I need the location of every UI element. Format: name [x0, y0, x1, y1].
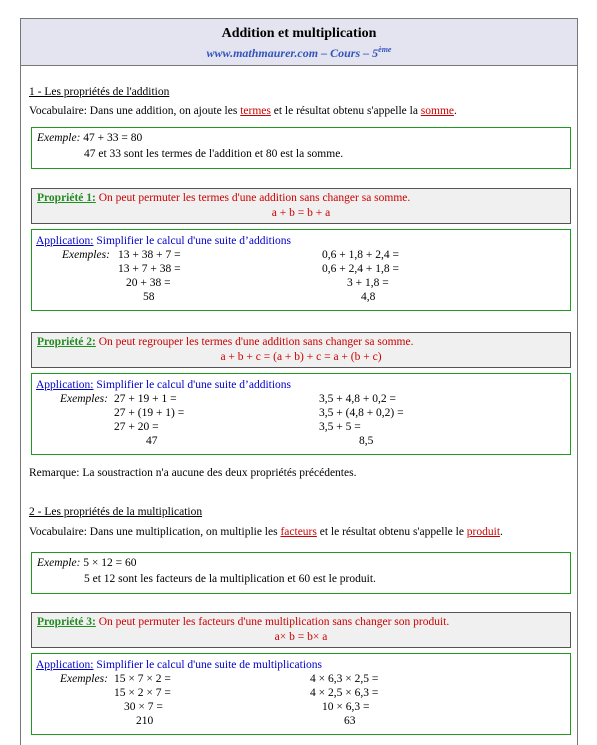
- page-header: [21, 19, 577, 66]
- remark: Remarque: La soustraction n'a aucune des deux propriétés précédentes.: [29, 467, 357, 479]
- site-link[interactable]: www.mathmaurer.com: [206, 46, 319, 60]
- example-box-2: Exemple: 5 × 12 = 60 5 et 12 sont les facteurs de la multiplication et 60 est le produit.: [31, 552, 571, 594]
- course-page: [20, 18, 578, 745]
- application-box-2: Application: Simplifier le calcul d'une suite d’additions Exemples: 27 + 19 + 1 = 27 + (19 + 1) = 27 + 20 = 47 3,5 + 4,8 + 0,2 = 3,5 + (4,8 + 0,2) = 3,5 + 5 = 8,5: [31, 373, 571, 455]
- example-box-1: Exemple: 47 + 33 = 80 47 et 33 sont les termes de l'addition et 80 est la somme.: [31, 127, 571, 169]
- application-box-1: Application: Simplifier le calcul d'une suite d’additions Exemples: 13 + 38 + 7 = 13 + 7 + 38 = 20 + 38 = 58 0,6 + 1,8 + 2,4 = 0,6 + 2,4 + 1,8 = 3 + 1,8 = 4,8: [31, 229, 571, 311]
- page-subtitle: www.mathmaurer.com – Cours – 5ème: [206, 45, 392, 60]
- application-box-3: Application: Simplifier le calcul d'une suite de multiplications Exemples: 15 × 7 × 2 = 15 × 2 × 7 = 30 × 7 = 210 4 × 6,3 × 2,5 = 4 × 2,5 × 6,3 = 10 × 6,3 = 63: [31, 653, 571, 735]
- section1-vocab: Vocabulaire: Dans une addition, on ajoute les termes et le résultat obtenu s'appelle la somme.: [29, 105, 457, 117]
- page-title: Addition et multiplication: [221, 26, 377, 41]
- section2-heading: 2 - Les propriétés de la multiplication: [29, 506, 203, 518]
- property-box-3: Propriété 3: On peut permuter les facteurs d'une multiplication sans changer son produit. a× b = b× a: [31, 612, 571, 648]
- section2-vocab: Vocabulaire: Dans une multiplication, on multiplie les facteurs et le résultat obtenu s'appelle le produit.: [29, 526, 503, 538]
- property-box-2: Propriété 2: On peut regrouper les termes d'une addition sans changer sa somme. a + b + c = (a + b) + c = a + (b + c): [31, 332, 571, 368]
- section1-heading: 1 - Les propriétés de l'addition: [29, 86, 170, 98]
- property-box-1: Propriété 1: On peut permuter les termes d'une addition sans changer sa somme. a + b = b + a: [31, 188, 571, 224]
